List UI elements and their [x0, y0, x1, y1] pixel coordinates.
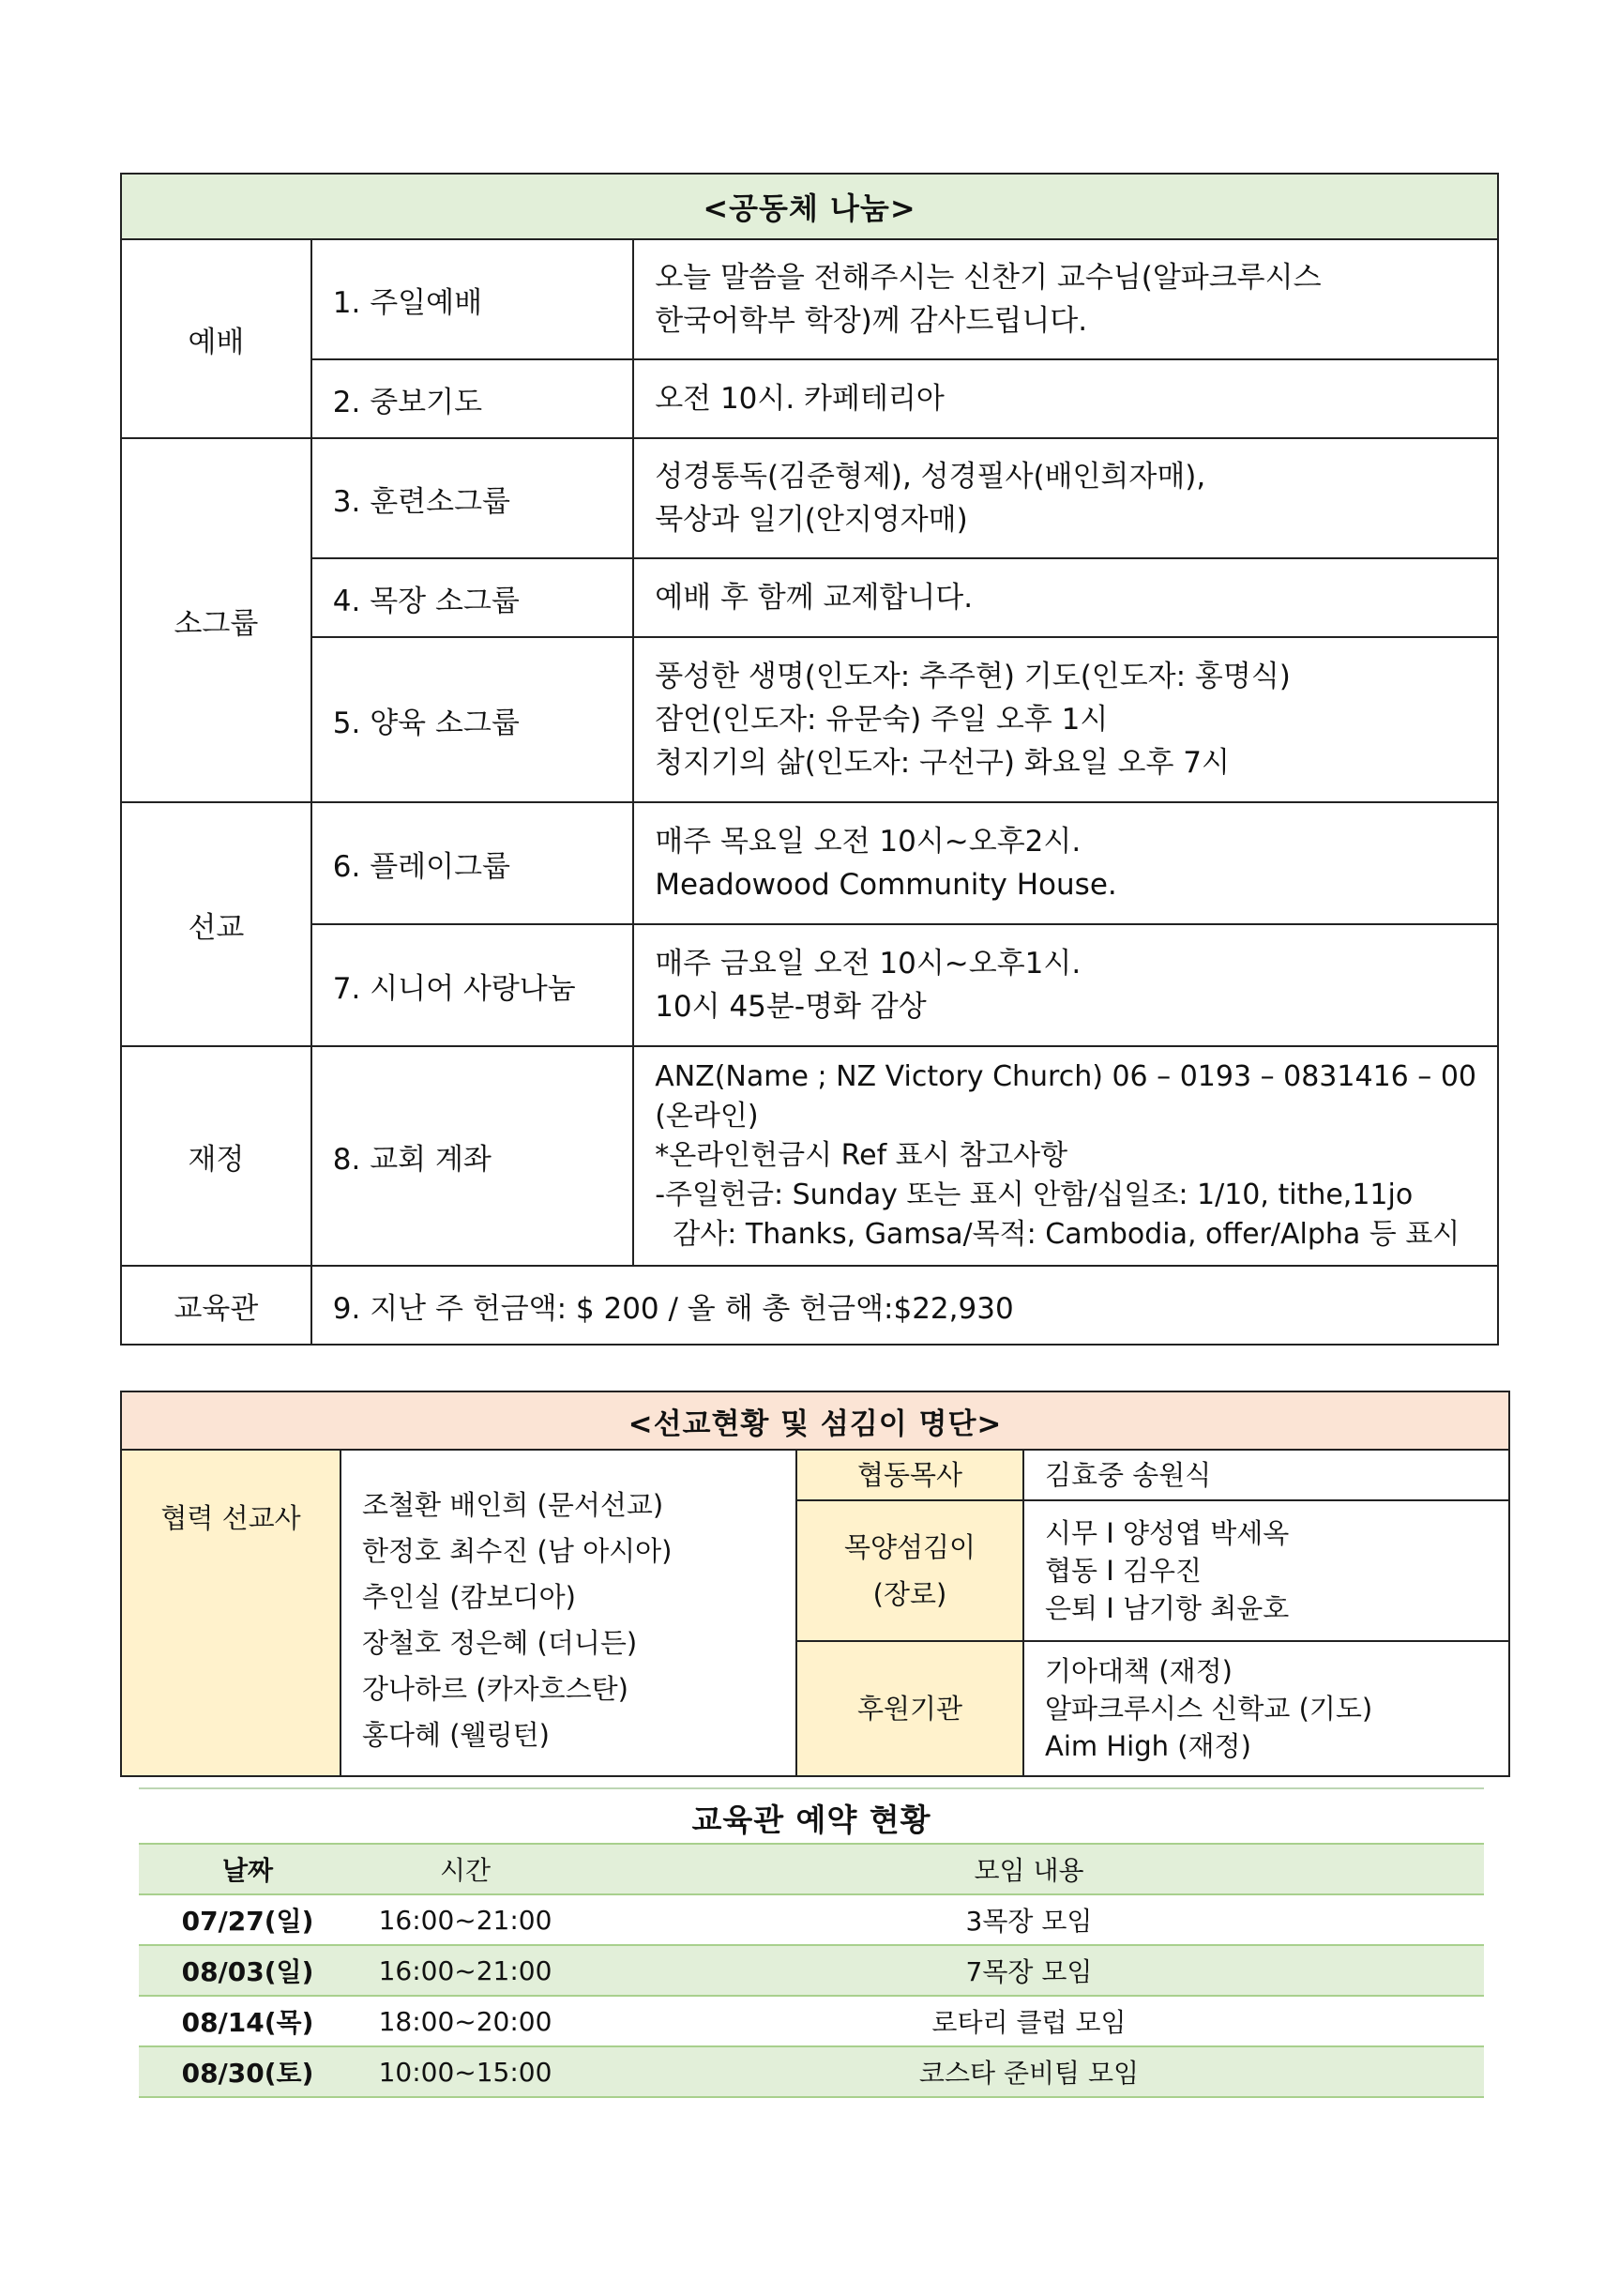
desc-line: 청지기의 삶(인도자: 구선구) 화요일 오후 7시 — [655, 746, 1230, 780]
row-date: 07/27(일) — [139, 1894, 356, 1945]
category-worship: 예배 — [121, 239, 311, 438]
desc-line: 10시 45분-명화 감상 — [655, 990, 927, 1024]
desc-line: (온라인) — [655, 1100, 759, 1133]
desc-line: 묵상과 일기(안지영자매) — [655, 503, 968, 537]
desc-church-account — [633, 1046, 1498, 1266]
offering-summary: 9. 지난 주 헌금액: $ 200 / 올 해 총 헌금액:$22,930 — [311, 1266, 1498, 1345]
community-table — [120, 173, 1499, 1346]
sponsor-item: 알파크루시스 신학교 (기도) — [1045, 1693, 1373, 1725]
community-title: <공동체 나눔> — [121, 174, 1498, 239]
desc-line: -주일헌금: Sunday 또는 표시 안함/십일조: 1/10, tithe,11jo — [655, 1178, 1414, 1211]
reservation-title: 교육관 예약 현황 — [691, 1802, 931, 1838]
desc-line: 풍성한 생명(인도자: 추주현) 기도(인도자: 홍명식) — [655, 660, 1291, 693]
row-time: 16:00~21:00 — [356, 1945, 574, 1996]
item-shepherd-group: 4. 목장 소그룹 — [311, 558, 633, 637]
sponsor-item: Aim High (재정) — [1045, 1730, 1251, 1762]
elder-item: 시무 I 양성엽 박세옥 — [1045, 1517, 1290, 1549]
header-content: 모임 내용 — [574, 1844, 1484, 1894]
elder-item: 은퇴 I 남기항 최윤호 — [1045, 1592, 1290, 1624]
table-row — [139, 1945, 1484, 1996]
sponsor-item: 기아대책 (재정) — [1045, 1655, 1233, 1687]
associate-pastor-label: 협동목사 — [796, 1450, 1023, 1500]
row-content: 7목장 모임 — [574, 1945, 1484, 1996]
table-row — [139, 1894, 1484, 1945]
header-time: 시간 — [356, 1844, 574, 1894]
desc-training-group — [633, 438, 1498, 558]
reservation-divider — [139, 1787, 1484, 1789]
elders-list — [1023, 1500, 1509, 1641]
category-finance: 재정 — [121, 1046, 311, 1266]
missionary-item: 홍다혜 (웰링턴) — [362, 1719, 550, 1751]
row-time: 10:00~15:00 — [356, 2046, 574, 2097]
missions-title: <선교현황 및 섬김이 명단> — [121, 1391, 1509, 1450]
missionary-item: 강나하르 (카자흐스탄) — [362, 1673, 628, 1705]
desc-line: 예배 후 함께 교제합니다. — [655, 581, 974, 615]
reservation-table — [139, 1843, 1484, 2098]
desc-line: ANZ(Name ; NZ Victory Church) 06 – 0193 – 0831416 – 00 — [655, 1060, 1476, 1093]
desc-line: 잠언(인도자: 유문숙) 주일 오후 1시 — [655, 703, 1109, 737]
missionaries-label: 협력 선교사 — [121, 1450, 340, 1776]
desc-sunday-worship — [633, 239, 1498, 359]
missionary-item: 조철환 배인희 (문서선교) — [362, 1489, 664, 1521]
row-date: 08/14(목) — [139, 1996, 356, 2046]
missionaries-list — [340, 1450, 796, 1776]
item-training-group: 3. 훈련소그룹 — [311, 438, 633, 558]
elders-label-line: (장로) — [872, 1578, 947, 1610]
missionary-item: 장철호 정은혜 (더니든) — [362, 1627, 638, 1659]
item-nurture-group: 5. 양육 소그룹 — [311, 637, 633, 802]
row-date: 08/30(토) — [139, 2046, 356, 2097]
row-time: 18:00~20:00 — [356, 1996, 574, 2046]
sponsors-list — [1023, 1641, 1509, 1776]
desc-line: 매주 목요일 오전 10시~오후2시. — [655, 825, 1082, 859]
row-time: 16:00~21:00 — [356, 1894, 574, 1945]
desc-line: Meadowood Community House. — [655, 868, 1117, 902]
desc-shepherd-group — [633, 558, 1498, 637]
item-sunday-worship: 1. 주일예배 — [311, 239, 633, 359]
item-intercession: 2. 중보기도 — [311, 359, 633, 438]
desc-playgroup — [633, 802, 1498, 924]
elders-label-line: 목양섬김이 — [843, 1531, 976, 1563]
desc-senior-sharing — [633, 924, 1498, 1046]
missions-table — [120, 1391, 1510, 1777]
missionary-item: 추인실 (캄보디아) — [362, 1581, 576, 1613]
item-church-account: 8. 교회 계좌 — [311, 1046, 633, 1266]
category-smallgroup: 소그룹 — [121, 438, 311, 802]
desc-line: 매주 금요일 오전 10시~오후1시. — [655, 947, 1082, 981]
category-education: 교육관 — [121, 1266, 311, 1345]
desc-intercession — [633, 359, 1498, 438]
desc-line: 오전 10시. 카페테리아 — [655, 382, 945, 416]
item-senior-sharing: 7. 시니어 사랑나눔 — [311, 924, 633, 1046]
header-date: 날짜 — [139, 1844, 356, 1894]
item-playgroup: 6. 플레이그룹 — [311, 802, 633, 924]
row-content: 3목장 모임 — [574, 1894, 1484, 1945]
table-row — [139, 1996, 1484, 2046]
desc-line: 감사: Thanks, Gamsa/목적: Cambodia, offer/Alpha 등 표시 — [655, 1218, 1460, 1251]
row-content: 로타리 클럽 모임 — [574, 1996, 1484, 2046]
associate-pastor-value: 김효중 송원식 — [1023, 1450, 1509, 1500]
row-content: 코스타 준비팀 모임 — [574, 2046, 1484, 2097]
elder-item: 협동 I 김우진 — [1045, 1555, 1203, 1587]
category-mission: 선교 — [121, 802, 311, 1046]
desc-nurture-group — [633, 637, 1498, 802]
missionary-item: 한정호 최수진 (남 아시아) — [362, 1535, 673, 1567]
table-row — [139, 2046, 1484, 2097]
row-date: 08/03(일) — [139, 1945, 356, 1996]
desc-line: 성경통독(김준형제), 성경필사(배인희자매), — [655, 460, 1206, 494]
desc-line: *온라인헌금시 Ref 표시 참고사항 — [655, 1139, 1068, 1172]
desc-line: 오늘 말씀을 전해주시는 신찬기 교수님(알파크루시스 — [655, 261, 1322, 295]
desc-line: 한국어학부 학장)께 감사드립니다. — [655, 304, 1088, 338]
sponsors-label: 후원기관 — [796, 1641, 1023, 1776]
elders-label — [796, 1500, 1023, 1641]
